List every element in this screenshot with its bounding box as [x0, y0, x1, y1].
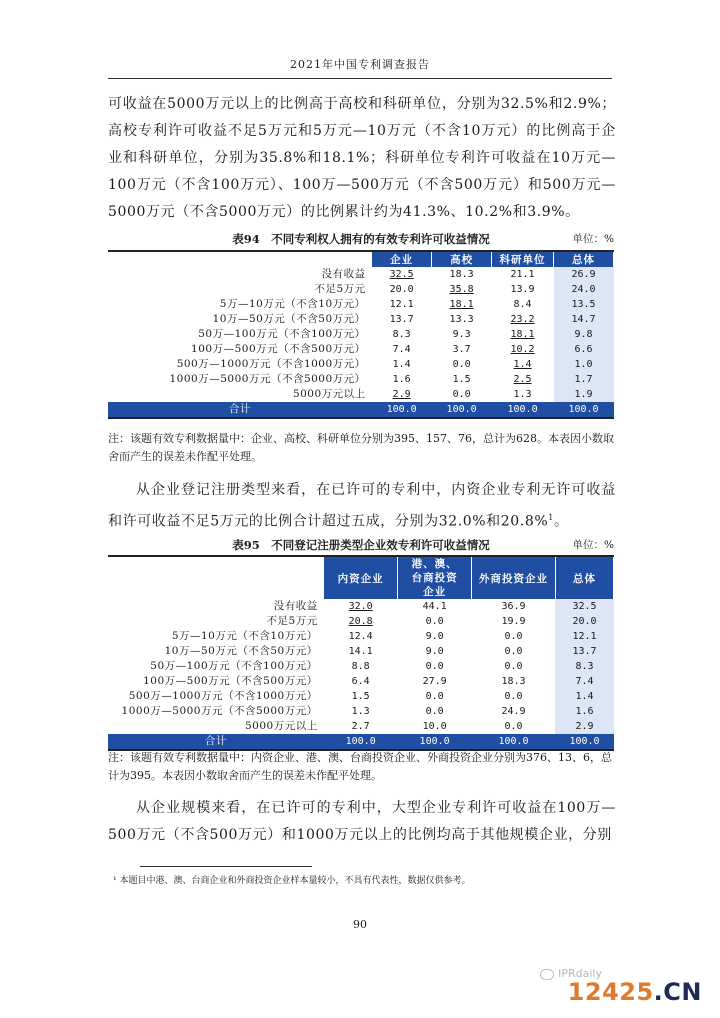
- table-cell: [398, 599, 472, 614]
- table-cell: [398, 659, 472, 674]
- row-label: 10万—50万元（不含50万元）: [212, 313, 366, 325]
- table-94-title: 表94 不同专利权人拥有的有效专利许可收益情况: [232, 232, 490, 246]
- cell-value: 100.0: [507, 404, 538, 415]
- table-row: [108, 704, 614, 719]
- cell-value: 1.5: [452, 374, 471, 385]
- cell-value: 0.0: [504, 721, 523, 732]
- table-cell: [432, 267, 492, 282]
- table-cell: [372, 267, 432, 282]
- cell-value: 0.0: [504, 691, 523, 702]
- table-95-note: 注：该题有效专利数据量中：内资企业、港、澳、台商投资企业、外商投资企业分别为376、13、6，总计为395。本表因小数取舍而产生的误差未作配平处理。: [108, 751, 612, 782]
- table-cell: [472, 734, 556, 750]
- row-label: 合计: [108, 734, 324, 750]
- table-row: [108, 357, 614, 372]
- row-label: 合计: [108, 402, 372, 418]
- cell-value: 8.4: [513, 299, 532, 310]
- cell-value: 18.1: [510, 329, 535, 340]
- table-cell: [324, 644, 398, 659]
- table-cell: [398, 719, 472, 734]
- table-cell: [554, 357, 614, 372]
- table-94-caption: [108, 231, 614, 249]
- paragraph-3: 从企业规模来看，在已许可的专利中，大型企业专利许可收益在100万—500万元（不含500万元）和1000万元以上的比例均高于其他规模企业，分别: [108, 800, 616, 843]
- cell-value: 12.4: [348, 631, 373, 642]
- table-cell: [398, 704, 472, 719]
- cell-value: 36.9: [501, 601, 526, 612]
- row-label: 50万—100万元（不含100万元）: [150, 660, 318, 672]
- cell-value: 1.4: [575, 691, 594, 702]
- chat-bubble-icon: [540, 969, 554, 980]
- table-row: [108, 387, 614, 402]
- table-cell: [324, 704, 398, 719]
- table-cell: [492, 267, 554, 282]
- table-cell: [432, 282, 492, 297]
- cell-value: 24.9: [501, 706, 526, 717]
- footnote-rule: [140, 866, 312, 867]
- cell-value: 1.9: [574, 389, 593, 400]
- row-label: 1000万—5000万元（不含5000万元）: [169, 373, 366, 385]
- cell-value: 2.5: [513, 374, 532, 385]
- cell-value: 32.5: [389, 269, 414, 280]
- table-cell: [472, 704, 556, 719]
- table-cell: [432, 372, 492, 387]
- cell-value: 10.0: [422, 721, 447, 732]
- watermark-small: [540, 967, 602, 980]
- cell-value: 1.4: [392, 359, 411, 370]
- table-cell: [324, 689, 398, 704]
- col-header: 科研单位: [492, 251, 554, 267]
- cell-value: 35.8: [449, 284, 474, 295]
- row-label: 没有收益: [321, 268, 366, 280]
- table-cell: [554, 387, 614, 402]
- table-cell: [492, 402, 554, 418]
- table-cell: [554, 282, 614, 297]
- cell-value: 20.8: [348, 616, 373, 627]
- table-cell: [398, 614, 472, 629]
- cell-value: 8.3: [575, 661, 594, 672]
- table-cell: [492, 282, 554, 297]
- table-cell: [472, 659, 556, 674]
- paragraph-2: [108, 477, 616, 536]
- cell-value: 12.1: [572, 631, 597, 642]
- cell-value: 26.9: [571, 269, 596, 280]
- page-number: 90: [353, 918, 367, 931]
- table-cell: [472, 614, 556, 629]
- cell-value: 1.4: [513, 359, 532, 370]
- table-row: [108, 674, 614, 689]
- table-cell: [554, 327, 614, 342]
- cell-value: 1.7: [574, 374, 593, 385]
- cell-value: 0.0: [504, 631, 523, 642]
- cell-value: 0.0: [504, 661, 523, 672]
- row-label: 500万—1000万元（不含1000万元）: [176, 358, 366, 370]
- table-94-unit: 单位：%: [572, 233, 614, 245]
- table-row: [108, 659, 614, 674]
- table-cell: [554, 297, 614, 312]
- cell-value: 18.1: [449, 299, 474, 310]
- watermark-suffix: .CN: [653, 978, 702, 1006]
- table-cell: [472, 644, 556, 659]
- cell-value: 13.3: [449, 314, 474, 325]
- table-cell: [554, 402, 614, 418]
- table-cell: [492, 357, 554, 372]
- table-cell: [432, 357, 492, 372]
- row-label: 5万—10万元（不含10万元）: [171, 630, 318, 642]
- table-cell: [432, 327, 492, 342]
- cell-value: 2.7: [351, 721, 370, 732]
- table-cell: [554, 267, 614, 282]
- cell-value: 18.3: [449, 269, 474, 280]
- table-cell: [555, 704, 613, 719]
- table-cell: [492, 312, 554, 327]
- header-blank: [108, 251, 372, 267]
- row-label: 50万—100万元（不含100万元）: [198, 328, 366, 340]
- table-cell: [398, 644, 472, 659]
- cell-value: 2.9: [392, 389, 411, 400]
- table-cell: [554, 342, 614, 357]
- table-cell: [492, 342, 554, 357]
- cell-value: 24.0: [571, 284, 596, 295]
- cell-value: 1.3: [351, 706, 370, 717]
- row-label: 100万—500万元（不含500万元）: [191, 343, 366, 355]
- cell-value: 18.3: [501, 676, 526, 687]
- table-cell: [492, 327, 554, 342]
- table-row: [108, 312, 614, 327]
- row-label: 不足5万元: [314, 283, 366, 295]
- cell-value: 10.2: [510, 344, 535, 355]
- table-cell: [372, 387, 432, 402]
- table-cell: [432, 342, 492, 357]
- cell-value: 20.0: [389, 284, 414, 295]
- table-cell: [555, 734, 613, 750]
- table-95: [108, 555, 614, 751]
- cell-value: 100.0: [569, 736, 600, 747]
- watermark: [558, 967, 702, 1006]
- table-cell: [324, 734, 398, 750]
- table-cell: [324, 599, 398, 614]
- table-cell: [472, 629, 556, 644]
- table-cell: [372, 372, 432, 387]
- table-cell: [555, 674, 613, 689]
- cell-value: 32.0: [348, 601, 373, 612]
- table-cell: [324, 614, 398, 629]
- table-cell: [398, 674, 472, 689]
- table-row: [108, 719, 614, 734]
- cell-value: 0.0: [425, 616, 444, 627]
- cell-value: 32.5: [572, 601, 597, 612]
- table-row: [108, 372, 614, 387]
- cell-value: 13.5: [571, 299, 596, 310]
- table-cell: [372, 402, 432, 418]
- table-cell: [432, 387, 492, 402]
- table-cell: [398, 689, 472, 704]
- table-cell: [555, 644, 613, 659]
- col-header: 港、澳、台商投资企业: [398, 556, 472, 599]
- col-header: 总体: [555, 556, 613, 599]
- paragraph-2-text: 从企业登记注册类型来看，在已许可的专利中，内资企业专利无许可收益和许可收益不足5万元的比例合计超过五成，分别为32.0%和20.8%: [108, 482, 616, 530]
- cell-value: 7.4: [575, 676, 594, 687]
- row-label: 5000万元以上: [244, 720, 318, 732]
- table-cell: [555, 599, 613, 614]
- table-cell: [492, 372, 554, 387]
- table-row: [108, 282, 614, 297]
- cell-value: 6.4: [351, 676, 370, 687]
- table-cell: [554, 372, 614, 387]
- watermark-small-text: IPRdaily: [558, 967, 602, 980]
- paragraph-2-end: 。: [553, 513, 569, 530]
- row-label: 5万—10万元（不含10万元）: [219, 298, 366, 310]
- table-cell: [492, 387, 554, 402]
- table-cell: [432, 297, 492, 312]
- running-header: 2021年中国专利调查报告: [108, 56, 612, 79]
- cell-value: 20.0: [572, 616, 597, 627]
- table-cell: [372, 357, 432, 372]
- cell-value: 1.5: [351, 691, 370, 702]
- cell-value: 13.7: [572, 646, 597, 657]
- cell-value: 9.3: [452, 329, 471, 340]
- cell-value: 3.7: [452, 344, 471, 355]
- table-row: [108, 689, 614, 704]
- table-cell: [472, 599, 556, 614]
- watermark-logo: [568, 978, 702, 1006]
- table-cell: [372, 297, 432, 312]
- cell-value: 0.0: [452, 389, 471, 400]
- cell-value: 100.0: [498, 736, 529, 747]
- table-cell: [555, 614, 613, 629]
- table-cell: [432, 312, 492, 327]
- table-cell: [555, 629, 613, 644]
- cell-value: 21.1: [510, 269, 535, 280]
- table-cell: [472, 719, 556, 734]
- table-cell: [472, 689, 556, 704]
- table-cell: [372, 312, 432, 327]
- table-cell: [398, 629, 472, 644]
- col-header: 企业: [372, 251, 432, 267]
- row-label: 500万—1000万元（不含1000万元）: [128, 690, 318, 702]
- table-95-unit: 单位：%: [572, 539, 614, 551]
- col-header: 高校: [432, 251, 492, 267]
- row-label: 不足5万元: [266, 615, 318, 627]
- table-cell: [554, 312, 614, 327]
- footnote-ref: 1: [548, 513, 554, 522]
- cell-value: 8.3: [392, 329, 411, 340]
- table-cell: [324, 719, 398, 734]
- cell-value: 0.0: [504, 646, 523, 657]
- cell-value: 27.9: [422, 676, 447, 687]
- table-row: [108, 629, 614, 644]
- col-header: 内资企业: [324, 556, 398, 599]
- table-row: [108, 327, 614, 342]
- cell-value: 13.9: [510, 284, 535, 295]
- cell-value: 9.8: [574, 329, 593, 340]
- table-cell: [398, 734, 472, 750]
- table-row: [108, 342, 614, 357]
- table-cell: [555, 659, 613, 674]
- row-label: 10万—50万元（不含50万元）: [164, 645, 318, 657]
- col-header: 总体: [554, 251, 614, 267]
- cell-value: 13.7: [389, 314, 414, 325]
- cell-value: 14.1: [348, 646, 373, 657]
- cell-value: 7.4: [392, 344, 411, 355]
- cell-value: 0.0: [425, 706, 444, 717]
- cell-value: 14.7: [571, 314, 596, 325]
- table-95-caption: [108, 537, 614, 555]
- table-cell: [324, 674, 398, 689]
- table-total-row: [108, 734, 614, 750]
- table-row: [108, 267, 614, 282]
- row-label: 100万—500万元（不含500万元）: [143, 675, 318, 687]
- table-cell: [372, 282, 432, 297]
- row-label: 5000万元以上: [292, 388, 366, 400]
- cell-value: 100.0: [568, 404, 599, 415]
- header-blank: [108, 556, 324, 599]
- paragraph-1: 可收益在5000万元以上的比例高于高校和科研单位，分别为32.5%和2.9%；高校专利许可收益不足5万元和5万元—10万元（不含10万元）的比例高于企业和科研单位，分别为35.8%和18.1%；科研单位专利许可收益在10万元—100万元（不含100万元）、100万—500万元（不含500万元）和500万元—5000万元（不含5000万元）的比例累计约为41.3%、10.2%和3.9%。: [108, 96, 616, 220]
- table-95-title: 表95 不同登记注册类型企业效专利许可收益情况: [232, 538, 490, 552]
- table-row: [108, 644, 614, 659]
- cell-value: 9.0: [425, 646, 444, 657]
- table-94-note: 注：该题有效专利数据量中：企业、高校、科研单位分别为395、157、76，总计为628。本表因小数取舍而产生的误差未作配平处理。: [108, 432, 614, 463]
- cell-value: 19.9: [501, 616, 526, 627]
- cell-value: 1.6: [575, 706, 594, 717]
- row-label: 1000万—5000万元（不含5000万元）: [121, 705, 318, 717]
- col-header: 外商投资企业: [472, 556, 556, 599]
- table-cell: [555, 689, 613, 704]
- cell-value: 0.0: [452, 359, 471, 370]
- cell-value: 100.0: [345, 736, 376, 747]
- cell-value: 6.6: [574, 344, 593, 355]
- cell-value: 9.0: [425, 631, 444, 642]
- table-cell: [372, 327, 432, 342]
- watermark-number: 12425: [567, 978, 654, 1006]
- table-cell: [432, 402, 492, 418]
- table-cell: [472, 674, 556, 689]
- table-cell: [324, 659, 398, 674]
- table-cell: [372, 342, 432, 357]
- table-cell: [492, 297, 554, 312]
- table-cell: [324, 629, 398, 644]
- table-row: [108, 297, 614, 312]
- table-cell: [555, 719, 613, 734]
- cell-value: 1.0: [574, 359, 593, 370]
- table-row: [108, 614, 614, 629]
- cell-value: 100.0: [419, 736, 450, 747]
- table-total-row: [108, 402, 614, 418]
- cell-value: 8.8: [351, 661, 370, 672]
- cell-value: 44.1: [422, 601, 447, 612]
- cell-value: 23.2: [510, 314, 535, 325]
- cell-value: 12.1: [389, 299, 414, 310]
- cell-value: 1.6: [392, 374, 411, 385]
- cell-value: 100.0: [386, 404, 417, 415]
- footnote: ¹ 本题目中港、澳、台商企业和外商投资企业样本量较小，不具有代表性，数据仅供参考。: [113, 876, 471, 886]
- cell-value: 0.0: [425, 661, 444, 672]
- table-94: [108, 250, 614, 419]
- cell-value: 0.0: [425, 691, 444, 702]
- cell-value: 2.9: [575, 721, 594, 732]
- table-row: [108, 599, 614, 614]
- cell-value: 100.0: [446, 404, 477, 415]
- cell-value: 1.3: [513, 389, 532, 400]
- row-label: 没有收益: [273, 600, 318, 612]
